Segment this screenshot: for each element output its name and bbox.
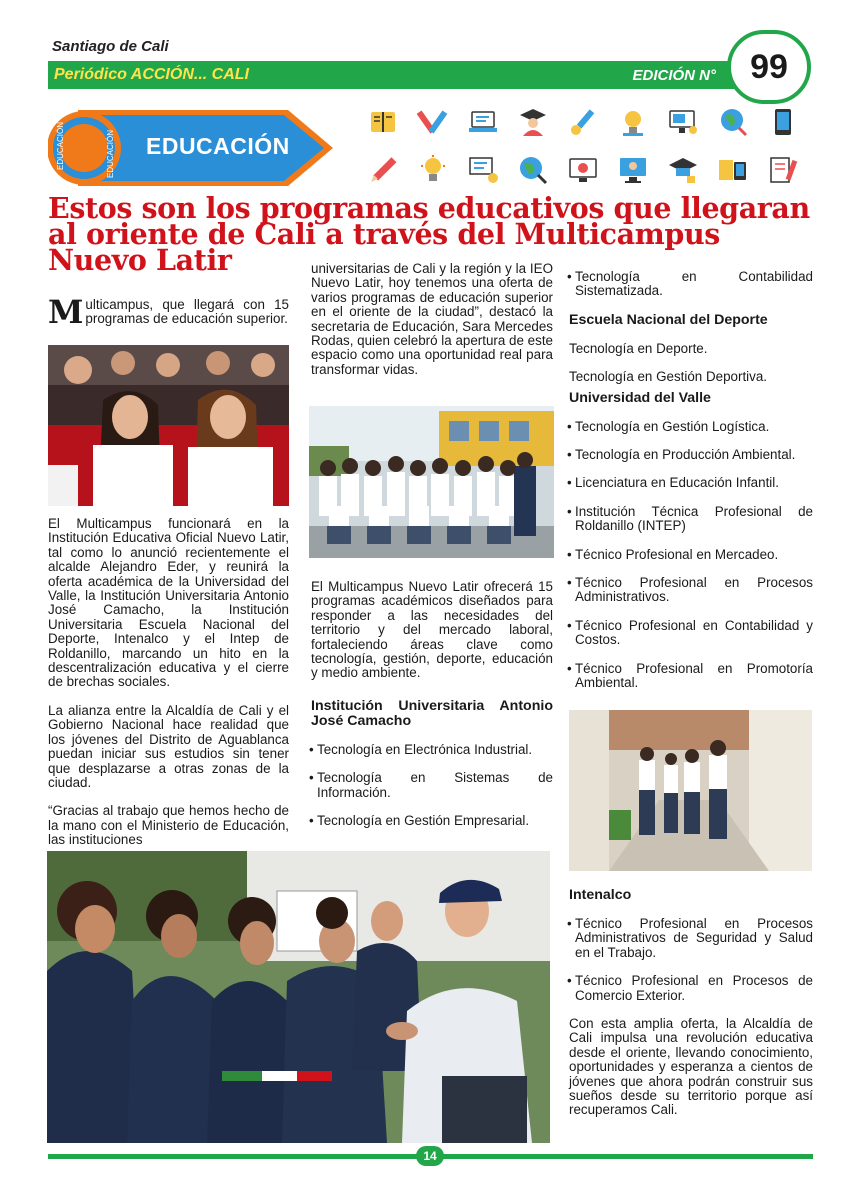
closing-paragraph: Con esta amplia oferta, la Alcaldía de Cali impulsa una revolución educativa desde el oriente, llevando conocimiento, oportunidades y esperanza a cientos de jóvenes que ahora podrán construir sus sueños desde su territorio porque así recuperamos Cali. bbox=[569, 1016, 813, 1118]
program-item: • Institución Técnica Profesional de Roldanillo (INTEP) bbox=[569, 505, 813, 534]
program-item: • Tecnología en Gestión Logística. bbox=[569, 420, 813, 434]
graduation-cap-icon bbox=[665, 152, 701, 188]
program-item: • Técnico Profesional en Mercadeo. bbox=[569, 548, 813, 562]
books-tablet-icon bbox=[715, 152, 751, 188]
notebook-pencil-icon bbox=[765, 152, 801, 188]
banner-vertical-text-1: EDUCACIÓN bbox=[56, 121, 65, 170]
program-item: Tecnología en Gestión Deportiva. bbox=[569, 369, 768, 385]
newspaper-name: Periódico ACCIÓN... CALI bbox=[54, 66, 249, 83]
institution-title: Intenalco bbox=[569, 887, 632, 903]
laptop-icon bbox=[465, 104, 501, 140]
institution-title: Universidad del Valle bbox=[569, 389, 711, 406]
drop-cap: M bbox=[48, 293, 84, 331]
column-2-top bbox=[311, 262, 553, 377]
education-icon-grid bbox=[365, 104, 805, 190]
header-bar bbox=[48, 61, 768, 89]
monitor-lesson-icon bbox=[615, 152, 651, 188]
presentation-icon bbox=[465, 152, 501, 188]
column-2-body bbox=[311, 580, 553, 842]
lead-paragraph bbox=[48, 293, 289, 331]
article-headline: Estos son los programas educativos que llegaran al oriente de Cali a través del Multicampus Nuevo Latir bbox=[48, 191, 810, 277]
program-item: • Técnico Profesional en Procesos de Comercio Exterior. bbox=[569, 974, 813, 1003]
section-title: EDUCACIÓN bbox=[146, 133, 290, 159]
program-item: • Tecnología en Producción Ambiental. bbox=[569, 448, 813, 462]
program-item: • Técnico Profesional en Procesos Administrativos. bbox=[569, 576, 813, 605]
program-item: • Tecnología en Contabilidad Sistematizada. bbox=[569, 270, 813, 299]
program-item: • Tecnología en Sistemas de Información. bbox=[311, 771, 553, 800]
program-item: • Técnico Profesional en Contabilidad y Costos. bbox=[569, 619, 813, 648]
program-item: • Técnico Profesional en Procesos Administrativos de Seguridad y Salud en el Trabajo. bbox=[569, 917, 813, 960]
lightbulb-idea-icon bbox=[615, 104, 651, 140]
program-item: • Técnico Profesional en Promotoría Ambiental. bbox=[569, 662, 813, 691]
section-banner bbox=[48, 106, 338, 190]
paragraph: El Multicampus funcionará en la Institución Educativa Oficial Nuevo Latir, tal como lo anunció recientemente el alcalde Alejandro Eder, y reunirá la oferta académica de la Universidad del Valle, la Institución Universitaria Antonio José Camacho, la Institución Universitaria Escuela Nacional del Deporte, Intenalco y el Intep de Roldanillo, marcando un hito en la descentralización educativa y el cierre de brechas sociales. bbox=[48, 516, 289, 690]
book-icon bbox=[365, 104, 401, 140]
photo-handshake-ceremony bbox=[47, 851, 550, 1143]
brush-icon bbox=[565, 104, 601, 140]
photo-students-hallway bbox=[569, 710, 812, 871]
institution-title: Institución Universitaria Antonio José Camacho bbox=[311, 697, 553, 729]
column-1 bbox=[48, 293, 289, 331]
column-3 bbox=[569, 270, 813, 705]
page-number: 14 bbox=[416, 1146, 444, 1166]
tablet-icon bbox=[765, 104, 801, 140]
photo-students-group bbox=[309, 406, 554, 558]
column-3-bottom bbox=[569, 888, 813, 1118]
video-lesson-icon bbox=[565, 152, 601, 188]
paragraph: “Gracias al trabajo que hemos hecho de la mano con el Ministerio de Educación, las instituciones bbox=[48, 803, 289, 848]
computer-monitor-icon bbox=[665, 104, 701, 140]
edition-number-badge: 99 bbox=[727, 30, 811, 104]
globe-search-icon bbox=[515, 152, 551, 188]
paragraph: La alianza entre la Alcaldía de Cali y el Gobierno Nacional hace realidad que los jóvenes del Distrito de Aguablanca puedan iniciar sus estudios sin tener que desplazarse a otras zonas de la ciudad. bbox=[48, 702, 289, 790]
program-item: • Tecnología en Electrónica Industrial. bbox=[311, 743, 553, 757]
city-label: Santiago de Cali bbox=[52, 38, 169, 55]
paragraph: El Multicampus Nuevo Latir ofrecerá 15 programas académicos diseñados para responder a las necesidades del territorio y del mercado laboral, fortaleciendo áreas clave como tecnología, gestión, deporte, educación y medio ambiente. bbox=[311, 579, 553, 681]
pencil-ruler-icon bbox=[415, 104, 451, 140]
lightbulb-icon bbox=[415, 152, 451, 188]
photo-students-auditorium bbox=[48, 345, 289, 506]
column-1-body bbox=[48, 517, 289, 848]
paragraph: universitarias de Cali y la región y la IEO Nuevo Latir, hoy tenemos una oferta de varios programas de educación superior en el oriente de la ciudad”, destacó la secretaria de Educación, Sara Mercedes Rodas, quien celebró la apertura de este espacio como una oportunidad real para transformar vidas. bbox=[311, 261, 553, 377]
banner-vertical-text-2: EDUCACIÓN bbox=[106, 129, 115, 178]
pencil-icon bbox=[365, 152, 401, 188]
program-item: • Tecnología en Gestión Empresarial. bbox=[311, 814, 553, 828]
globe-icon bbox=[715, 104, 751, 140]
program-item: Tecnología en Deporte. bbox=[569, 340, 708, 356]
program-item: • Licenciatura en Educación Infantil. bbox=[569, 476, 813, 490]
institution-title: Escuela Nacional del Deporte bbox=[569, 311, 768, 328]
edition-label: EDICIÓN N° bbox=[632, 67, 716, 84]
lead-text: ulticampus, que llegará con 15 programas de educación superior. bbox=[85, 297, 289, 327]
graduate-icon bbox=[515, 104, 551, 140]
